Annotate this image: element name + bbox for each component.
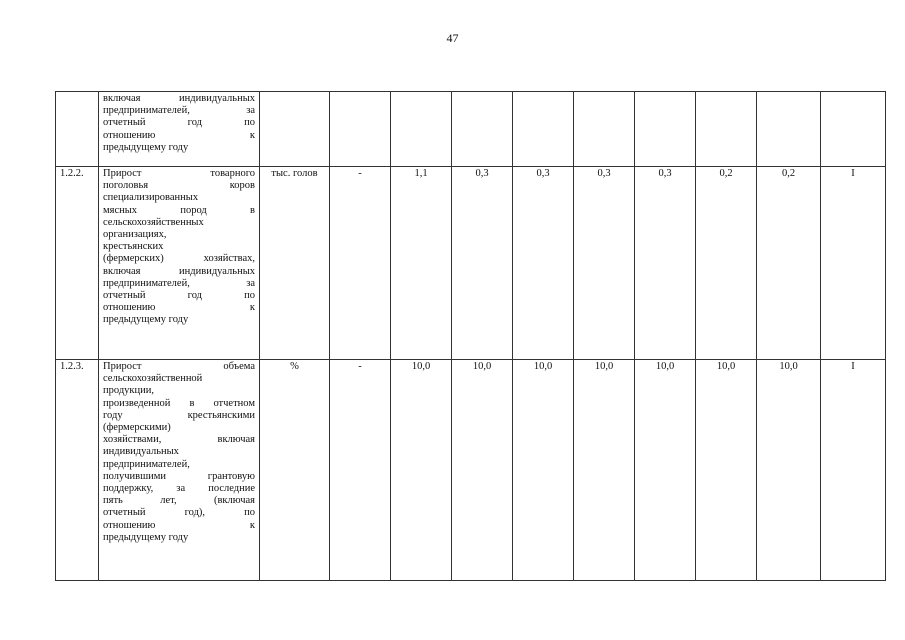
value-cell: 10,0 xyxy=(696,360,757,581)
indicator-name-line: отношению к xyxy=(103,519,255,531)
indicator-name-line: году крестьянскими xyxy=(103,409,255,421)
value-cell: 0,2 xyxy=(757,167,821,360)
value-cell: 0,3 xyxy=(513,167,574,360)
unit-cell: тыс. голов xyxy=(260,167,330,360)
indicator-name-line: хозяйствами, включая xyxy=(103,434,255,446)
indicator-name-line: организациях, xyxy=(103,229,167,241)
row-number: 1.2.2. xyxy=(56,167,99,360)
value-cell: 10,0 xyxy=(391,360,452,581)
indicator-name-line: сельскохозяйственных xyxy=(103,216,204,228)
value-cell: 0,3 xyxy=(574,167,635,360)
indicator-name xyxy=(99,167,260,360)
value-cell xyxy=(513,92,574,167)
table-row xyxy=(56,167,886,360)
indicator-name-line: Прирост объема xyxy=(103,361,255,372)
indicator-name-line: предыдущему году xyxy=(103,141,189,153)
indicator-name-line: произведенной в отчетном xyxy=(103,397,255,409)
indicator-name-line: отчетный год по xyxy=(103,290,255,302)
indicator-name-line: мясных пород в xyxy=(103,204,255,216)
indicator-name-line: индивидуальных xyxy=(103,446,179,458)
indicator-name-line: (фермерских) хозяйствах, xyxy=(103,253,255,265)
indicator-name-line: Прирост товарного xyxy=(103,168,255,179)
value-cell: 0,3 xyxy=(635,167,696,360)
value-cell: 10,0 xyxy=(452,360,513,581)
value-cell: 10,0 xyxy=(635,360,696,581)
row-number xyxy=(56,92,99,167)
table-body xyxy=(56,92,886,581)
table-row xyxy=(56,360,886,581)
value-cell xyxy=(574,92,635,167)
value-cell: 0,2 xyxy=(696,167,757,360)
unit-cell: % xyxy=(260,360,330,581)
indicator-name-line: предпринимателей, за xyxy=(103,105,255,117)
indicator-name-line: предпринимателей, xyxy=(103,458,190,470)
table-row xyxy=(56,92,886,167)
indicator-name-line: специализированных xyxy=(103,192,199,204)
row-number: 1.2.3. xyxy=(56,360,99,581)
indicator-name-line: предыдущему году xyxy=(103,314,189,326)
value-cell xyxy=(391,92,452,167)
indicator-name-line: отношению к xyxy=(103,302,255,314)
indicator-name-line: продукции, xyxy=(103,385,154,397)
section-cell: I xyxy=(821,360,886,581)
value-cell: 10,0 xyxy=(513,360,574,581)
value-cell: 10,0 xyxy=(574,360,635,581)
indicators-table xyxy=(55,91,886,581)
base-cell xyxy=(330,92,391,167)
section-cell: I xyxy=(821,167,886,360)
indicator-name-line: поддержку, за последние xyxy=(103,483,255,495)
value-cell: 0,3 xyxy=(452,167,513,360)
value-cell: 1,1 xyxy=(391,167,452,360)
indicator-name-line: сельскохозяйственной xyxy=(103,373,203,385)
indicator-name-line: отношению к xyxy=(103,129,255,141)
value-cell: 10,0 xyxy=(757,360,821,581)
page-number: 47 xyxy=(446,31,459,45)
indicator-name-line: поголовья коров xyxy=(103,180,255,192)
value-cell xyxy=(696,92,757,167)
unit-cell xyxy=(260,92,330,167)
indicator-name-line: отчетный год), по xyxy=(103,507,255,519)
indicator-name-line: отчетный год по xyxy=(103,117,255,129)
indicator-name-line: включая индивидуальных xyxy=(103,265,255,277)
indicator-name-line: пять лет, (включая xyxy=(103,495,255,507)
section-cell xyxy=(821,92,886,167)
indicator-name-line: включая индивидуальных xyxy=(103,93,255,104)
indicator-name-line: крестьянских xyxy=(103,241,164,253)
value-cell xyxy=(635,92,696,167)
value-cell xyxy=(757,92,821,167)
base-cell: - xyxy=(330,360,391,581)
base-cell: - xyxy=(330,167,391,360)
indicator-name-line: предпринимателей, за xyxy=(103,277,255,289)
indicator-name xyxy=(99,360,260,581)
indicator-name xyxy=(99,92,260,167)
value-cell xyxy=(452,92,513,167)
indicator-name-line: предыдущему году xyxy=(103,531,189,543)
indicator-name-line: (фермерскими) xyxy=(103,422,171,434)
indicator-name-line: получившими грантовую xyxy=(103,470,255,482)
